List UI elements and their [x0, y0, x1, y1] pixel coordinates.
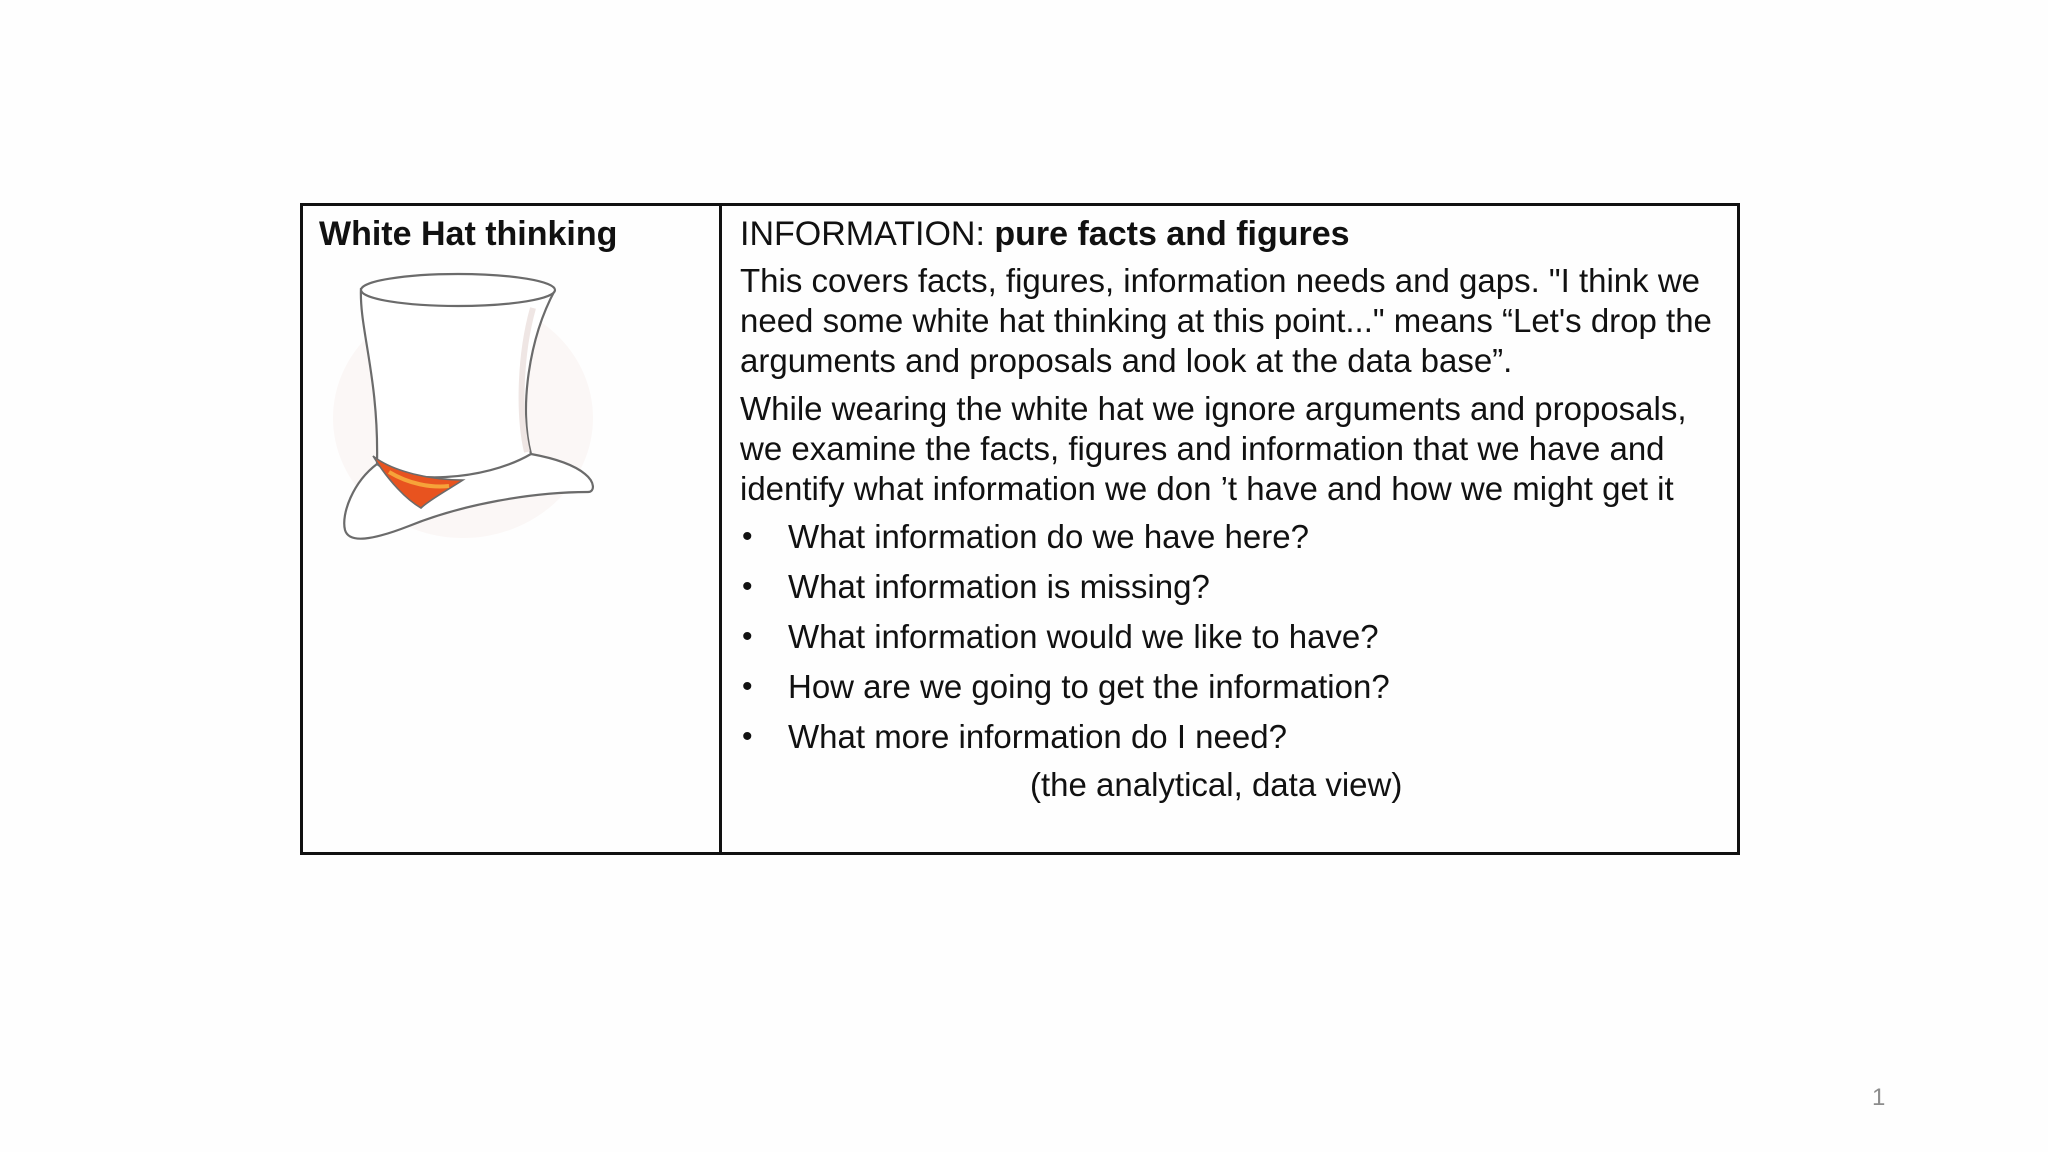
description-paragraph: This covers facts, figures, information needs and gaps. "I think we need some white hat thinking at this point..." means “Let's drop the arguments and proposals and look at the data base”.: [740, 262, 1712, 379]
list-item: [740, 667, 1719, 707]
list-item-text: What information is missing?: [788, 568, 1210, 605]
list-item: [740, 717, 1719, 757]
bullet-icon: •: [742, 570, 753, 603]
hat-cell: [303, 206, 722, 852]
hat-title: White Hat thinking: [319, 215, 618, 253]
list-item-text: How are we going to get the information?: [788, 668, 1390, 705]
question-list: [740, 517, 1719, 757]
white-hat-paragraph: While wearing the white hat we ignore arguments and proposals, we examine the facts, figures and information that we have and identify what information we don ’t have and how we might get it: [740, 390, 1687, 507]
info-heading: [740, 214, 1719, 254]
bullet-icon: •: [742, 620, 753, 653]
description-cell: [722, 206, 1737, 852]
list-item-text: What information do we have here?: [788, 518, 1309, 555]
bullet-icon: •: [742, 520, 753, 553]
heading-label: INFORMATION:: [740, 215, 995, 253]
page-number: 1: [1872, 1084, 1886, 1111]
list-item: [740, 517, 1719, 557]
closing-note: (the analytical, data view): [1030, 766, 1403, 803]
list-item: [740, 567, 1719, 607]
white-top-hat-icon: [333, 268, 623, 548]
list-item-text: What more information do I need?: [788, 718, 1287, 755]
bullet-icon: •: [742, 720, 753, 753]
bullet-icon: •: [742, 670, 753, 703]
heading-emphasis: pure facts and figures: [994, 215, 1350, 253]
list-item-text: What information would we like to have?: [788, 618, 1379, 655]
hat-table: [300, 203, 1740, 855]
list-item: [740, 617, 1719, 657]
